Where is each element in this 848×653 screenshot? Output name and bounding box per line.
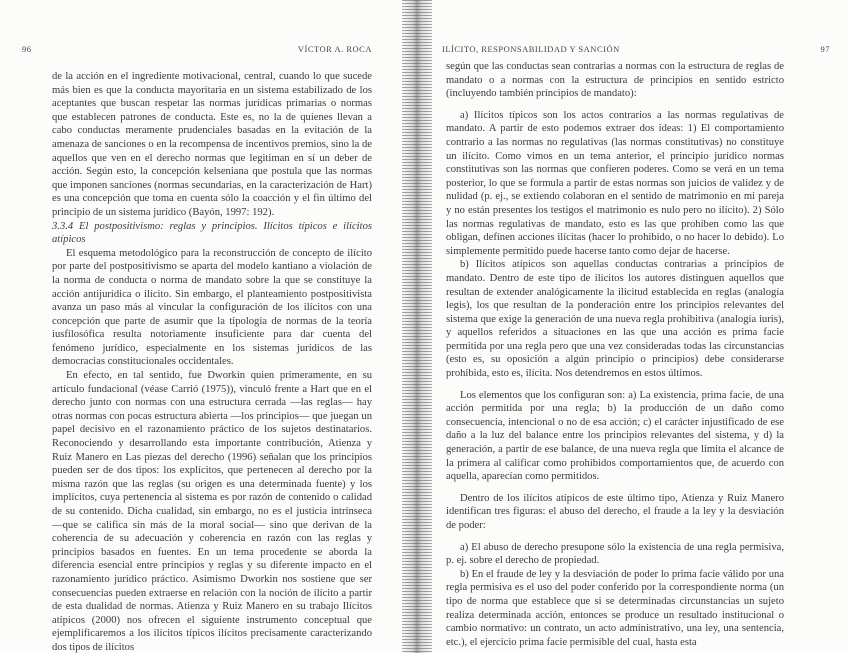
left-page-number: 96 [22, 44, 32, 54]
right-paragraph-7: b) En el fraude de ley y la desviación de poder lo prima facie válido por una regla permisiva es el uso del poder conferido por la correspondiente norma (un tipo de norma que establece que si se determinadas circunstancias un sujeto realiza determinada acción, entonces se produce un resultado institucional o cambio normativo: un contrato, un acto administrativo, una ley, una sentencia, etc.), el ejercicio prima facie permisible del cual, hasta esta [446, 568, 784, 648]
left-paragraph-3: En efecto, en tal sentido, fue Dworkin quien primeramente, en su artículo fundacional (véase Carrió (1975)), vinculó frente a Hart que en el derecho junto con normas con una estructura cerrada —las reglas— hay otras normas con pocas estructura abierta —los principios— que juegan un papel decisivo en el razonamiento práctico de los sujetos destinatarios. Reconociendo y desarrollando esta importante contribución, Atienza y Ruiz Manero en Las piezas del derecho (1996) señalan que los principios pueden ser de dos tipos: los explícitos, que pertenecen al derecho por la misma razón que las reglas (su origen es una determinada fuente) y los implícitos, cuya pertenencia al sistema es por razón de contenido o calidad de su contenido. Dicha cualidad, sin embargo, no es el justicia intrínseca —que se califica sin más de la moral social— sino que derivan de la coherencia de su adecuación y coherencia en razón con las reglas y principios basados en fuentes. En un tema procedente se aborda la diferencia esencial entre principios y reglas y su diferente impacto en el razonamiento jurídico práctico. Asimismo Dworkin nos sostiene que ser consecuencias pueden extraerse en relación con la noción de ilícito a partir de esta dualidad de normas. Atienza y Ruiz Manero en su trabajo Ilícitos atípicos (2000) nos ofrecen el siguiente instrumento conceptual que ejemplificaremos a los ilícitos típicos ilícitos precisamente caracterizando dos tipos de ilícitos [52, 370, 372, 653]
left-paragraph-2: El esquema metodológico para la reconstrucción de concepto de ilícito por parte del postpositivismo se aparta del modelo kantiano a violación de la norma de conducta o norma de mandato sobre la que se constituye la acción antijurídica o ilícito. Sin embargo, el planteamiento postpositivista avanza un paso más al vincular la configuración de los ilícitos con una concepción que parte de asumir que la tipología de normas de la teoría iusfilosófica resulta notoriamente insuficiente para dar cuenta del fenómeno jurídico, especialmente en los sistemas jurídicos de las democracias constitucionales occidentales. [52, 247, 372, 368]
right-paragraph-2: a) Ilícitos típicos son los actos contrarios a las normas regulativas de mandato. A partir de esto podemos extraer dos ideas: 1) El comportamiento contrario a las normas no regulativas (las normas constitutivas) no constituye un ilícito. Como vimos en un tema anterior, el principio jurídico normas constitutivas son las normas que confieren poderes. Como se verá en un tema posterior, lo que se formula a partir de estas normas son juicios de validez y de nulidad (p. ej., se extiendo colaboran en el sentido de matrimonio en mi pareja y no están presentes los testigos el matrimonio es nulo pero no ilícito). 2) Sólo las normas regulativas de mandato, esto es las que prohíben como las que obligan, definen acciones ilícitas (hacer lo prohibido, o no hacer lo debido). Lo simplemente permitido puede hacerse tanto como dejar de hacerse. [446, 109, 784, 257]
right-paragraph-3: b) Ilícitos atípicos son aquellas conductas contrarias a principios de mandato. Dentro de este tipo de ilícitos los autores distinguen aquellos que resultan de extender analógicamente la ilicitud establecida en reglas (analogía legis), los que resultan de la ponderación entre los principios relevantes del sistema que exige la generación de una nueva regla prohibitiva (analogía iuris), y aquellos referidos a situaciones en las que una acción es prima facie permitida por una regla pero que una vez consideradas todas las circunstancias (esto es, su oposición a algún principio o principios) debe considerarse prohibida, esto es, ilícita. Nos detendremos en estos últimos. [446, 259, 784, 380]
book-gutter [402, 0, 432, 653]
right-paragraph-4: Los elementos que los configuran son: a) La existencia, prima facie, de una acción permitida por una regla; b) la producción de un daño como consecuencia, intencional o no de esa acción; c) el carácter injustificado de ese daño a la luz del balance entre los principios relevantes del sistema, y d) la generación, a partir de ese balance, de una nueva regla que limita el alcance de la primera al calificar como prohibidos comportamientos que, de acuerdo con aquella, aparecían como permitidos. [446, 389, 784, 483]
right-paragraph-6: a) El abuso de derecho presupone sólo la existencia de una regla permisiva, p. ej. sobre el derecho de propiedad. [446, 541, 784, 567]
right-page-number: 97 [820, 44, 830, 54]
left-running-head: VÍCTOR A. ROCA [297, 44, 372, 54]
right-body-text [446, 60, 784, 649]
right-paragraph-5: Dentro de los ilícitos atípicos de este último tipo, Atienza y Ruiz Manero identifican tres figuras: el abuso del derecho, el fraude a la ley y la desviación de poder: [446, 492, 784, 531]
section-heading: 3.3.4 El postpositivismo: reglas y principios. Ilícitos típicos e ilícitos atípicos [52, 220, 372, 246]
left-page [0, 0, 408, 653]
right-running-head: ILÍCITO, RESPONSABILIDAD Y SANCIÓN [442, 44, 620, 54]
left-body-text [52, 70, 372, 653]
left-paragraph-1: de la acción en el ingrediente motivacional, central, cuando lo que sucede más bien es que la conducta mayoritaria en un sistema estabilizado de los aceptantes que buscan respetar las normas jurídicas primarias o normas que establecen patrones de conducta. Este es, no la de quienes llevan a cabo conductas meramente prudenciales basadas en la evitación de la amenaza de sanciones o en la recompensa de incentivos premios, sino la de aquellos que ven en el derecho normas que legitiman en sí un deber de acción. Según esto, la concepción kelseniana que postula que las normas que imponen sanciones (normas secundarias, en la caracterización de Hart) es una concepción que toma en cuenta sólo la coacción y el fin último del principio de un sistema jurídico (Bayón, 1997: 192). [52, 71, 372, 218]
right-page [432, 0, 848, 653]
right-paragraph-1: según que las conductas sean contrarias a normas con la estructura de reglas de mandato o a normas con la estructura de principios en sentido estricto (incluyendo también principios de mandato): [446, 61, 784, 100]
